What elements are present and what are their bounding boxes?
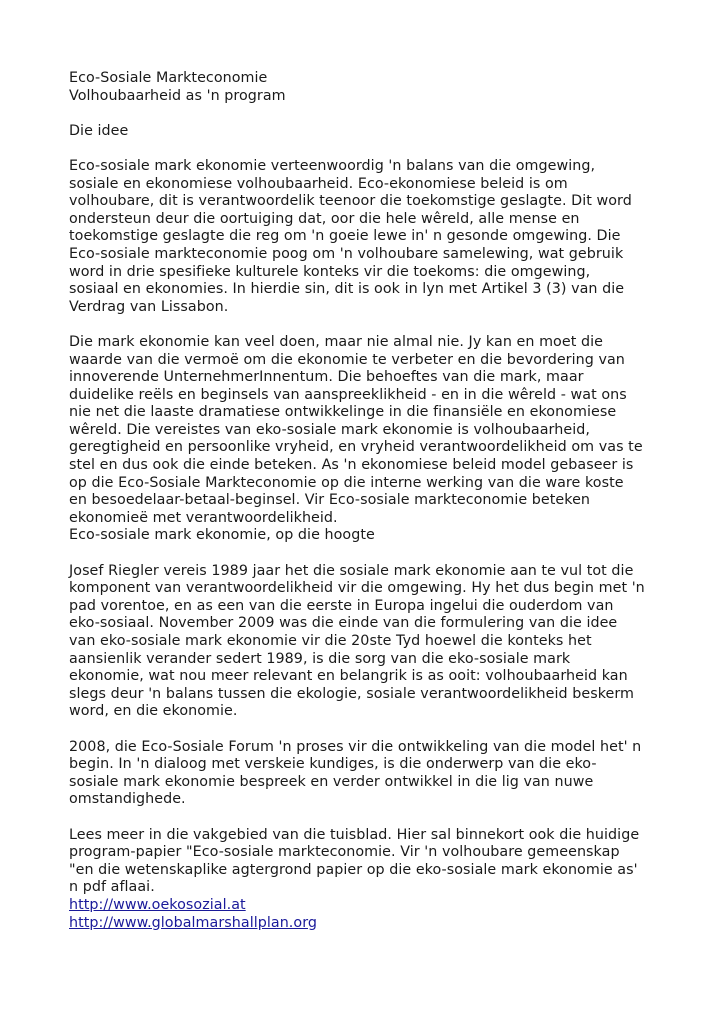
paragraph-line: slegs deur 'n balans tussen die ekologie, sosiale verantwoordelikheid beskerm xyxy=(69,685,635,702)
paragraph-line: geregtigheid en persoonlike vryheid, en vryheid verantwoordelikheid om vas te xyxy=(69,439,643,456)
paragraph-line: sosiaal en ekonomies. In hierdie sin, dit is ook in lyn met Artikel 3 (3) van die xyxy=(69,281,625,298)
blank-line xyxy=(69,316,669,334)
paragraph-line: Eco-sosiale mark ekonomie verteenwoordig 'n balans van die omgewing, xyxy=(69,157,596,174)
paragraph-line: aansienlik verander sedert 1989, is die sorg van die eko-sosiale mark xyxy=(69,650,571,667)
paragraph-line: volhoubare, dit is verantwoordelik teenoor die toekomstige geslagte. Dit word xyxy=(69,193,632,210)
paragraph-line: nie net die laaste dramatiese ontwikkelinge in die finansiële en ekonomiese xyxy=(69,404,617,421)
paragraph-line: en besoedelaar-betaal-beginsel. Vir Eco-sosiale markteconomie beteken xyxy=(69,492,591,509)
paragraph-line: innoverende UnternehmerInnentum. Die behoeftes van die mark, maar xyxy=(69,369,584,386)
paragraph-line: op die Eco-Sosiale Markteconomie op die interne werking van die ware koste xyxy=(69,474,624,491)
paragraph-line: stel en dus ook die einde beteken. As 'n ekonomiese beleid model gebaseer is xyxy=(69,457,634,474)
paragraph-line: ekonomie, wat nou meer relevant en belangrik is as ooit: volhoubaarheid kan xyxy=(69,668,628,685)
blank-line xyxy=(69,809,669,827)
paragraph-line: Lees meer in die vakgebied van die tuisblad. Hier sal binnekort ook die huidige xyxy=(69,826,640,843)
paragraph-line: sosiale en ekonomiese volhoubaarheid. Eco-ekonomiese beleid is om xyxy=(69,175,568,192)
paragraph-line: van eko-sosiale mark ekonomie vir die 20ste Tyd hoewel die konteks het xyxy=(69,633,592,649)
section-heading-update: Eco-sosiale mark ekonomie, op die hoogte xyxy=(69,527,375,544)
paragraph-line: pad vorentoe, en as een van die eerste in Europa ingelui die ouderdom van xyxy=(69,597,614,614)
paragraph-4 xyxy=(69,739,669,809)
paragraph-3 xyxy=(69,563,669,721)
paragraph-line: ekonomieë met verantwoordelikheid. xyxy=(69,509,338,526)
paragraph-line: Josef Riegler vereis 1989 jaar het die sosiale mark ekonomie aan te vul tot die xyxy=(69,562,634,579)
blank-line xyxy=(69,140,669,158)
paragraph-line: n pdf aflaai. xyxy=(69,879,155,896)
link-globalmarshallplan[interactable]: http://www.globalmarshallplan.org xyxy=(69,914,318,931)
paragraph-line: ondersteun deur die oortuiging dat, oor die hele wêreld, alle mense en xyxy=(69,210,580,227)
paragraph-2 xyxy=(69,334,669,528)
paragraph-line: word, en die ekonomie. xyxy=(69,703,238,720)
blank-line xyxy=(69,545,669,563)
paragraph-line: 2008, die Eco-Sosiale Forum 'n proses vir die ontwikkeling van die model het' n xyxy=(69,738,642,755)
paragraph-line: wêreld. Die vereistes van eko-sosiale mark ekonomie is volhoubaarheid, xyxy=(69,421,590,438)
paragraph-line: word in drie spesifieke kulturele konteks vir die toekoms: die omgewing, xyxy=(69,263,591,280)
paragraph-5 xyxy=(69,827,669,897)
paragraph-line: waarde van die vermoë om die ekonomie te verbeter en die bevordering van xyxy=(69,351,625,368)
document-title: Eco-Sosiale Markteconomie xyxy=(69,70,268,86)
blank-line xyxy=(69,105,669,123)
paragraph-line: eko-sosiaal. November 2009 was die einde van die formulering van die idee xyxy=(69,615,618,632)
paragraph-line: omstandighede. xyxy=(69,791,186,808)
document-page xyxy=(69,70,669,932)
paragraph-line: toekomstige geslagte die reg om 'n goeie lewe in' n gesonde omgewing. Die xyxy=(69,228,621,245)
paragraph-1 xyxy=(69,158,669,316)
paragraph-line: "en die wetenskaplike agtergrond papier op die eko-sosiale mark ekonomie as' xyxy=(69,861,638,878)
paragraph-line: komponent van verantwoordelikheid vir die omgewing. Hy het dus begin met 'n xyxy=(69,580,645,597)
paragraph-line: Verdrag van Lissabon. xyxy=(69,298,229,315)
paragraph-line: begin. In 'n dialoog met verskeie kundiges, is die onderwerp van die eko- xyxy=(69,756,597,773)
paragraph-line: duidelike reëls en beginsels van aanspreeklikheid - en in die wêreld - wat ons xyxy=(69,386,627,403)
paragraph-line: sosiale mark ekonomie bespreek en verder ontwikkel in die lig van nuwe xyxy=(69,773,594,790)
document-subtitle: Volhoubaarheid as 'n program xyxy=(69,87,286,104)
section-heading-idea: Die idee xyxy=(69,122,129,139)
paragraph-line: Die mark ekonomie kan veel doen, maar nie almal nie. Jy kan en moet die xyxy=(69,333,603,350)
paragraph-line: Eco-sosiale markteconomie poog om 'n volhoubare samelewing, wat gebruik xyxy=(69,245,624,262)
link-oekosozial[interactable]: http://www.oekosozial.at xyxy=(69,896,246,913)
paragraph-line: program-papier "Eco-sosiale markteconomie. Vir 'n volhoubare gemeenskap xyxy=(69,844,620,861)
blank-line xyxy=(69,721,669,739)
